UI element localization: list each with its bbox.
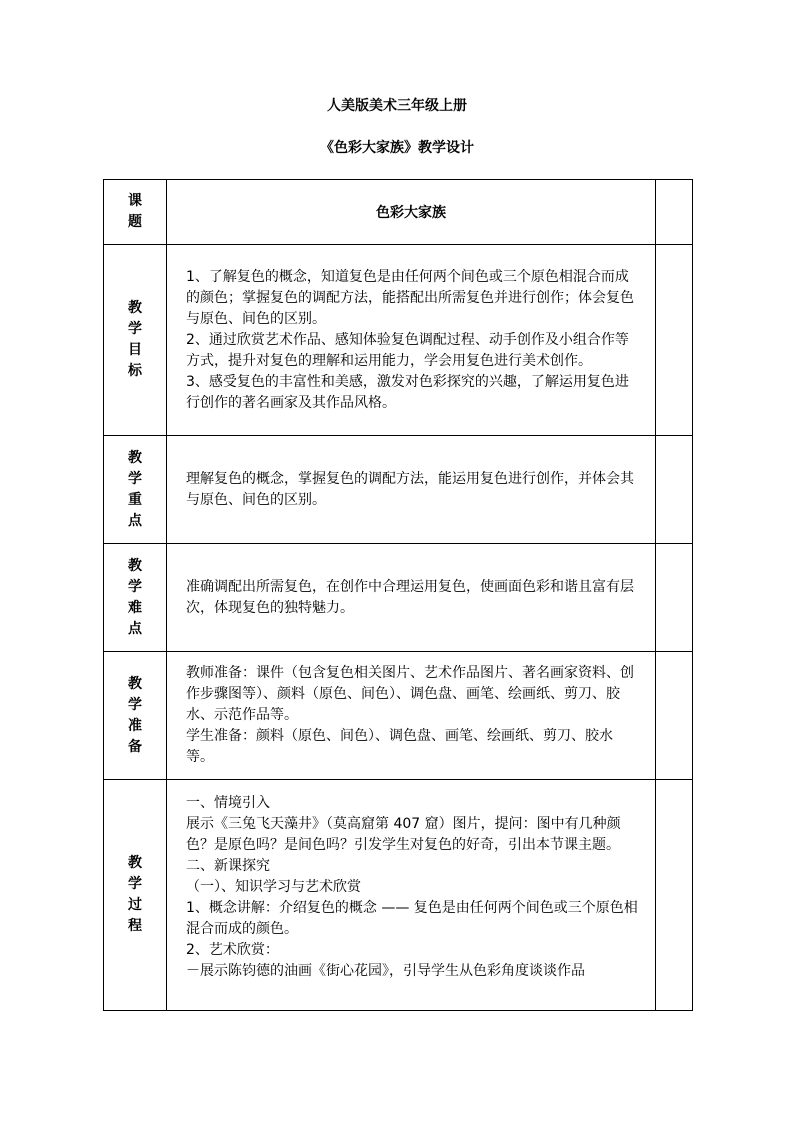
empty-cell [656,652,693,780]
empty-cell [656,245,693,436]
preparation-content [167,652,656,780]
label-char: 学 [128,696,142,713]
label-char: 学 [128,470,142,487]
difficulty-paragraph: 准确调配出所需复色，在创作中合理运用复色，使画面色彩和谐且富有层次，体现复色的独特魅力。 [186,578,634,616]
process-content [167,780,656,1011]
lesson-title: 色彩大家族 [167,180,656,245]
label-char: 重 [128,491,142,508]
row-goals [104,245,693,436]
empty-cell [656,436,693,544]
label-char: 学 [128,876,142,892]
label-char: 学 [128,321,142,337]
label-char: 教 [128,300,142,316]
process-paragraph: 一、情境引入 [186,795,270,811]
label-char: 过 [128,897,142,913]
empty-cell [656,780,693,1011]
label-difficulties [104,544,167,652]
label-goals [104,245,167,436]
document-title: 人美版美术三年级上册 [327,98,467,114]
label-char: 教 [128,855,142,871]
label-key-points [104,436,167,544]
label-char: 课 [128,193,142,209]
preparation-paragraph: 教师准备：课件（包含复色相关图片、艺术作品图片、著名画家资料、创作步骤图等）、颜料（原色、间色）、调色盘、画笔、绘画纸、剪刀、胶水、示范作品等。 [186,665,634,723]
key-points-content [167,436,656,544]
row-key-points [104,436,693,544]
label-char: 教 [128,449,142,466]
row-process [104,780,693,1011]
empty-cell [656,544,693,652]
lesson-plan-table [103,179,693,1011]
document-subtitle: 《色彩大家族》教学设计 [320,140,474,156]
process-paragraph: 2、艺术欣赏： [186,942,279,958]
row-topic [104,180,693,245]
label-char: 备 [128,738,142,755]
label-char: 教 [128,675,142,692]
label-process [104,780,167,1011]
row-preparation [104,652,693,780]
goal-paragraph: 3、感受复色的丰富性和美感，激发对色彩探究的兴趣，了解运用复色进行创作的著名画家及其作品风格。 [186,373,629,411]
goal-paragraph: 2、通过欣赏艺术作品、感知体验复色调配过程、动手创作及小组合作等方式，提升对复色的理解和运用能力，学会用复色进行美术创作。 [186,331,629,369]
row-difficulties [104,544,693,652]
label-char: 教 [128,557,142,574]
process-paragraph: －展示陈钧德的油画《街心花园》，引导学生从色彩角度谈谈作品 [186,963,585,979]
difficulties-content [167,544,656,652]
process-paragraph: 展示《三兔飞天藻井》（莫高窟第 407 窟）图片，提问：图中有几种颜色？是原色吗？是间色吗？引发学生对复色的好奇，引出本节课主题。 [186,816,621,853]
process-paragraph: （一）、知识学习与艺术欣赏 [186,879,361,895]
label-char: 标 [128,363,142,379]
label-char: 难 [128,599,142,616]
label-char: 题 [128,214,142,230]
goals-content [167,245,656,436]
label-char: 点 [128,620,142,637]
label-topic [104,180,167,245]
label-char: 准 [128,717,142,734]
label-char: 学 [128,578,142,595]
preparation-paragraph: 学生准备：颜料（原色、间色）、调色盘、画笔、绘画纸、剪刀、胶水等。 [186,728,613,765]
label-preparation [104,652,167,780]
label-char: 程 [128,918,142,934]
empty-cell [656,180,693,245]
label-char: 点 [128,512,142,529]
label-char: 目 [128,342,142,358]
key-point-paragraph: 理解复色的概念，掌握复色的调配方法，能运用复色进行创作，并体会其与原色、间色的区别。 [186,470,634,508]
process-paragraph: 1、概念讲解：介绍复色的概念 —— 复色是由任何两个间色或三个原色相混合而成的颜色。 [186,900,638,937]
goal-paragraph: 1、了解复色的概念，知道复色是由任何两个间色或三个原色相混合而成的颜色；掌握复色的调配方法，能搭配出所需复色并进行创作；体会复色与原色、间色的区别。 [186,268,634,327]
process-paragraph: 二、新课探究 [186,858,270,874]
